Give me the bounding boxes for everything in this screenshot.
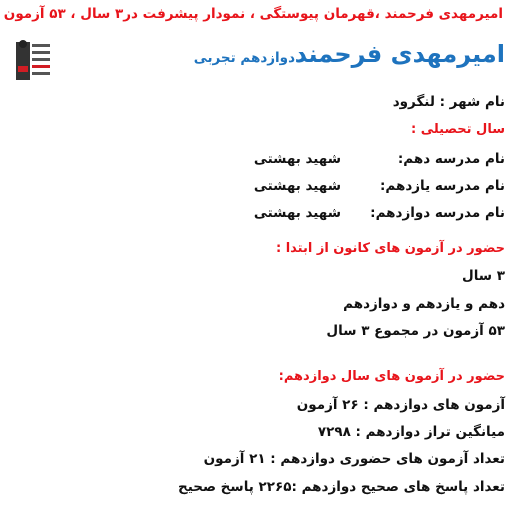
kanoon-total: ۵۳ آزمون در مجموع ۳ سال [326,323,505,339]
kanoon-heading: حضور در آزمون های کانون از ابتدا : [275,241,505,256]
twelfth-heading: حضور در آزمون های سال دوازدهم: [278,369,505,384]
student-name: امیرمهدی فرحمند [294,40,505,68]
kanoon-grades: دهم و یازدهم و دوازدهم [343,296,505,312]
twelfth-avg: میانگین تراز دوازدهم : ۷۲۹۸ [317,424,505,440]
school-10-value: شهید بهشتی [253,151,341,167]
grade-label: دوازدهم تجربی [193,50,295,66]
logo-red-mark [18,66,28,72]
logo-text-lines [32,44,50,80]
school-12-value: شهید بهشتی [253,205,341,221]
twelfth-inperson: تعداد آزمون های حضوری دوازدهم : ۲۱ آزمون [203,451,505,467]
school-11-label: نام مدرسه یازدهم: [379,178,505,194]
twelfth-correct: تعداد پاسخ های صحیح دوازدهم :۲۲۶۵ پاسخ صحیح [177,479,505,495]
twelfth-exams: آزمون های دوازدهم : ۲۶ آزمون [296,397,505,413]
city-line: نام شهر : لنگرود [392,94,505,110]
kanoon-years: ۳ سال [461,268,505,284]
school-12-label: نام مدرسه دوازدهم: [370,205,505,221]
education-heading: سال تحصیلی : [410,122,505,137]
kanoon-logo [16,40,50,82]
school-11-value: شهید بهشتی [253,178,341,194]
figure-head-shape [19,40,27,48]
school-10-label: نام مدرسه دهم: [397,151,505,167]
top-title: امیرمهدی فرحمند ،قهرمان پیوستگی ، نمودار پیشرفت در۳ سال ، ۵۳ آزمون [3,6,503,22]
